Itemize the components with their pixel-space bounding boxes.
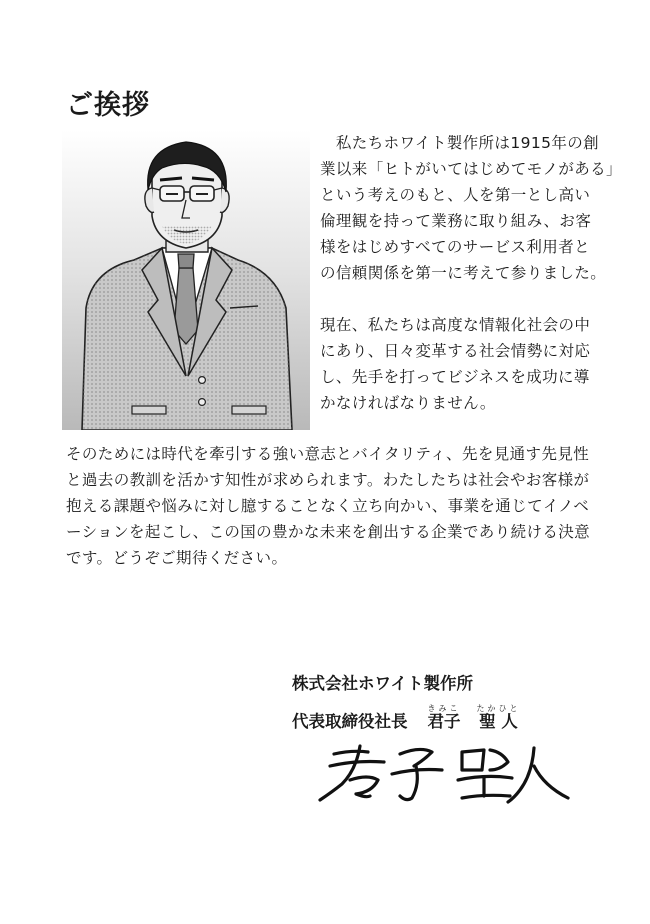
given-name-reading: たかひと <box>476 704 521 713</box>
family-name-reading: きみこ <box>427 704 461 713</box>
resolution-paragraph: そのためには時代を牽引する強い意志とバイタリティ、先を見通す先見性 と過去の教訓を活かす知性が求められます。わたしたちは社会やお客様が 抱える課題や悩みに対し臆することなく立ち向かい、事業を通じてイノベ ーションを起こし、この国の豊かな未来を創出する企業であり続ける決意 です。どうぞご期待ください。 <box>66 445 591 567</box>
family-name: 君子きみこ <box>427 704 461 731</box>
representative-title: 代表取締役社長 <box>292 712 408 731</box>
page-title: ご挨拶 <box>66 90 150 121</box>
given-name: 聖人たかひと <box>476 704 521 731</box>
current-situation-paragraph: 現在、私たちは高度な情報化社会の中 にあり、日々変革する社会情勢に対応 し、先手を打ってビジネスを成功に導 かなければなりません。 <box>320 316 591 412</box>
representative-line <box>292 704 521 732</box>
company-name: 株式会社ホワイト製作所 <box>292 674 474 693</box>
president-portrait-illustration <box>62 130 310 430</box>
intro-paragraph: 私たちホワイト製作所は1915年の創 業以来「ヒトがいてはじめてモノがある」 という考えのもと、人を第一とし高い 倫理観を持って業務に取り組み、お客 様をはじめすべてのサービス利用者と の信頼関係を第一に考えて参りました。 <box>320 134 622 282</box>
handwritten-signature <box>312 740 572 810</box>
